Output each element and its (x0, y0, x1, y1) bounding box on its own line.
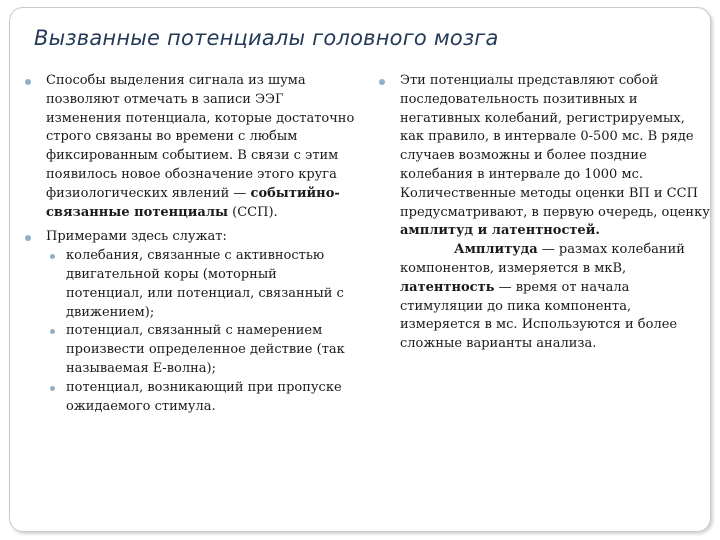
left-bullet-list (20, 72, 356, 416)
paragraph-part-3: — время от начала стимуляции до пика компонента, измеряется в мс. Используются и более сложные варианты анализа. (400, 279, 678, 352)
bullet-bold-term: событийно-связанные потенциалы (46, 185, 340, 220)
slide-title: Вызванные потенциалы головного мозга (34, 26, 499, 50)
sub-bullet-dot-icon (50, 254, 55, 259)
sub-bullet-text: колебания, связанные с активностью двигательной коры (моторный потенциал, или потенциал, связанный с движением); (66, 248, 344, 320)
right-column (374, 72, 710, 360)
bullet-examples (20, 228, 356, 416)
bullet-text: Примерами здесь служат: (46, 229, 227, 245)
bold-latency: латентность (400, 279, 495, 295)
bullet-tail: (ССП). (228, 204, 278, 220)
bullet-text: Способы выделения сигнала из шума позволяют отмечать в записи ЭЭГ изменения потенциала, которые достаточно строго связаны во времени с любым фиксированным событием. В связи с этим появилось новое обозначение этого круга физиологических явлений — (46, 73, 355, 201)
sub-bullet-dot-icon (50, 329, 55, 334)
sub-bullet-text: потенциал, связанный с намерением произвести определенное действие (так называемая Е-волна); (66, 323, 345, 376)
bullet-signal-extraction (20, 72, 356, 222)
right-bullet-list (374, 72, 710, 354)
examples-sublist (46, 247, 356, 416)
sub-bullet-dot-icon (50, 386, 55, 391)
sub-bullet-motor-potential (46, 247, 356, 322)
paragraph-part-2: — размах колебаний компонентов, измеряется в мкВ, (400, 242, 685, 276)
bullet-dot-icon (25, 79, 31, 85)
sub-bullet-text: потенциал, возникающий при пропуске ожидаемого стимула. (66, 379, 342, 414)
bullet-dot-icon (379, 79, 385, 85)
bold-amplitude: Амплитуда (454, 242, 538, 258)
left-column (20, 72, 356, 422)
sub-bullet-omitted-stimulus (46, 379, 356, 417)
sub-bullet-e-wave (46, 322, 356, 378)
paragraph-part-1: Эти потенциалы представляют собой последовательность позитивных и негативных колебаний, регистрируемых, как правило, в интервале 0-500 мс. В ряде случаев возможны и более поздние колебания в интервале до 1000 мс. Количественные методы оценки ВП и ССП предусматривают, в первую очередь, оценку (400, 73, 710, 220)
bullet-potentials-description (374, 72, 710, 354)
bold-amplitudes-latencies: амплитуд и латентностей. (400, 223, 600, 239)
bullet-dot-icon (25, 235, 31, 241)
